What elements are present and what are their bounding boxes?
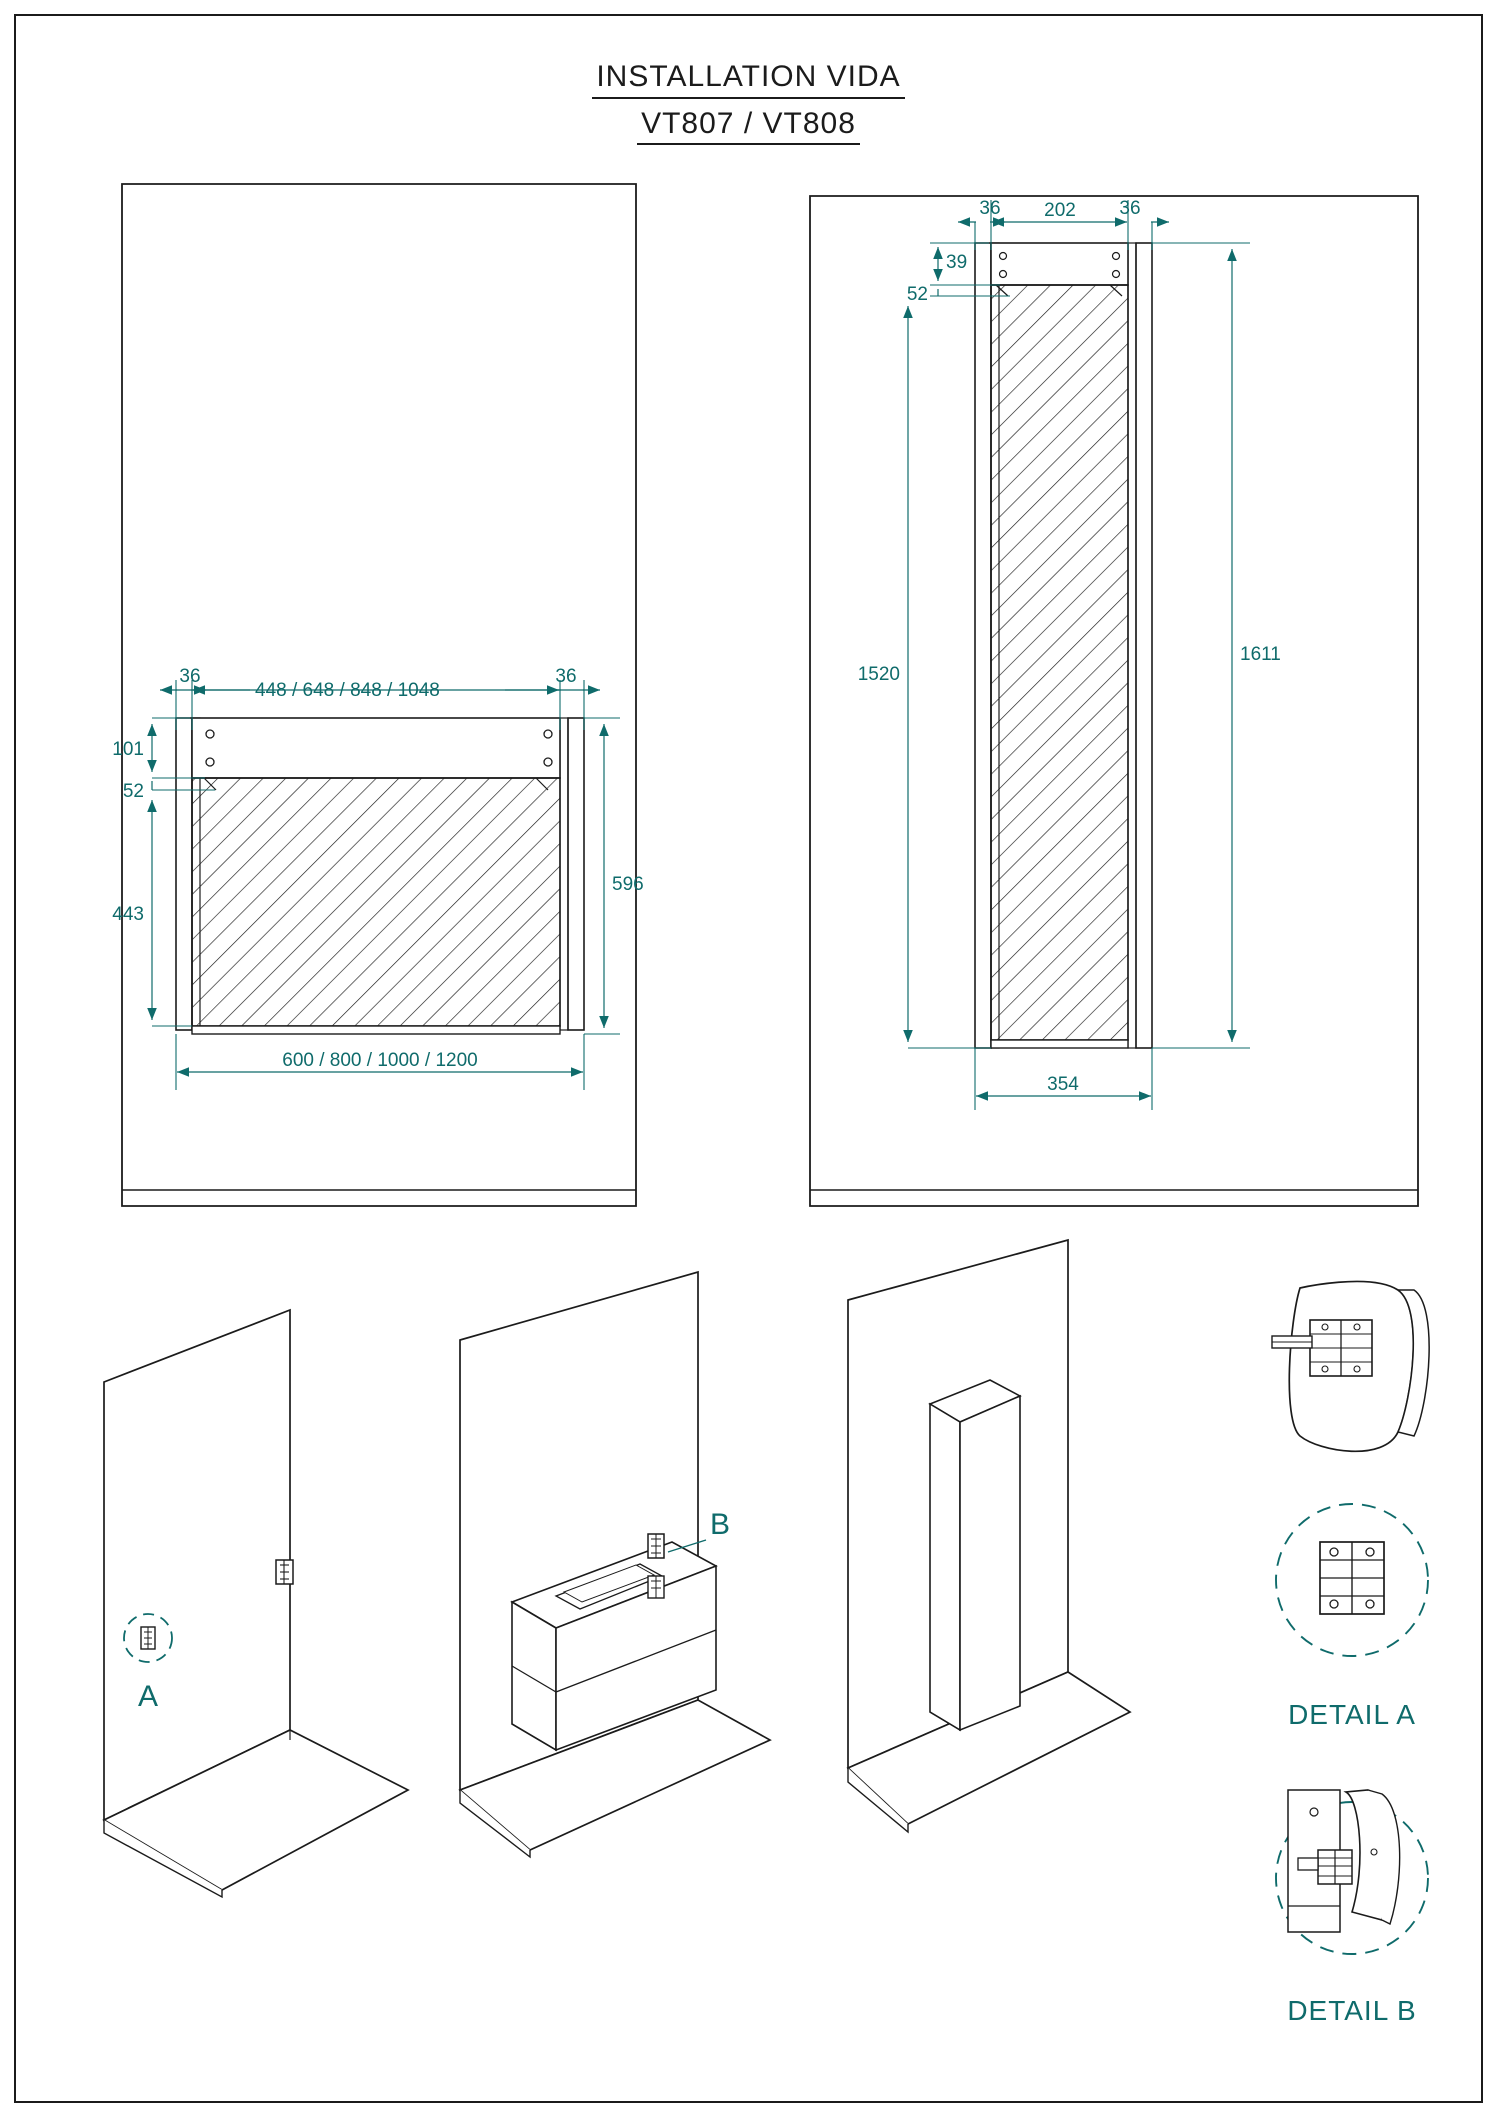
dim-vanity-right-offset: 36 [555, 666, 577, 687]
view-iso-wall-tall-unit [848, 1240, 1130, 1832]
dim-vanity-rail-height: 101 [112, 739, 144, 760]
view-front-elevation-tall-unit [810, 196, 1418, 1206]
page-title-line-2: VT807 / VT808 [637, 107, 860, 146]
callout-label-a: A [137, 1680, 159, 1713]
page-title-line-1: INSTALLATION VIDA [592, 60, 904, 99]
dim-tall-inner-width: 202 [1044, 200, 1076, 221]
dim-vanity-body-height: 443 [112, 904, 144, 925]
wall-bracket-vanity [648, 1534, 664, 1558]
wall-bracket-upper [276, 1560, 293, 1584]
dim-tall-height-to-bracket: 1520 [857, 664, 900, 685]
dim-vanity-inner-width: 448 / 648 / 848 / 1048 [255, 680, 440, 701]
dim-tall-total-height: 1611 [1240, 644, 1281, 665]
dim-tall-overall-width: 354 [1047, 1074, 1079, 1095]
wall-bracket-vanity-secondary [648, 1576, 664, 1598]
detail-hinge-plate-exploded [1272, 1281, 1429, 1451]
detail-b-label: DETAIL B [1287, 1995, 1417, 2026]
callout-label-b: B [710, 1508, 731, 1541]
dim-vanity-rail-offset: 52 [122, 781, 144, 802]
dim-vanity-left-offset: 36 [179, 666, 201, 687]
view-front-elevation-vanity [112, 184, 643, 1206]
dim-tall-top-offset: 39 [946, 252, 968, 273]
view-iso-wall-bracket [104, 1310, 408, 1897]
dim-vanity-total-height: 596 [612, 874, 644, 895]
dim-tall-left-offset: 36 [979, 198, 1001, 219]
detail-a-label: DETAIL A [1288, 1699, 1416, 1730]
dim-vanity-overall-width: 600 / 800 / 1000 / 1200 [282, 1050, 478, 1071]
dim-tall-right-offset: 36 [1119, 198, 1141, 219]
view-iso-wall-vanity [460, 1272, 770, 1857]
detail-b-view [1276, 1790, 1428, 2026]
dim-tall-rail-offset: 52 [906, 284, 928, 305]
detail-a-view [1276, 1504, 1428, 1730]
